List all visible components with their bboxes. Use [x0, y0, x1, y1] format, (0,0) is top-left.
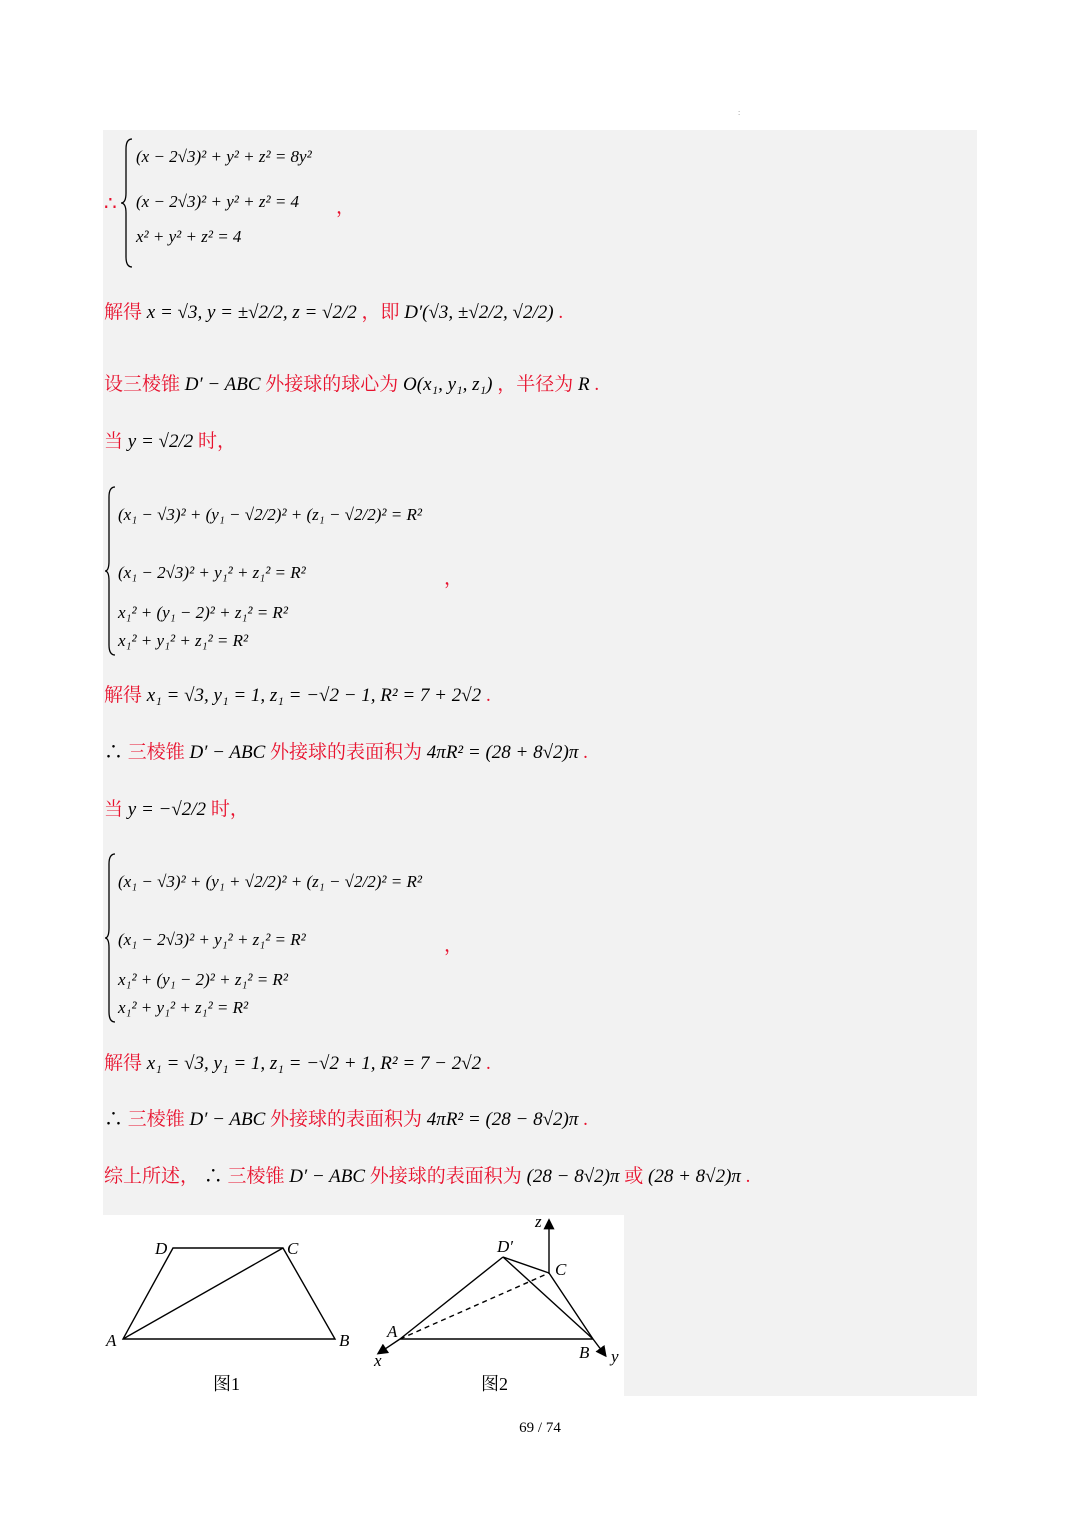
case1-equation-2: (x₁ − 2√3)² + y₁² + z₁² = R²	[118, 563, 306, 582]
fig2-axis-z: z	[535, 1215, 542, 1231]
fig1-label-C: C	[287, 1239, 299, 1258]
page-number: 69 / 74	[519, 1420, 561, 1436]
fig2-caption: 图2	[481, 1374, 508, 1394]
case2-heading: 当 y = −√2/2 时，	[104, 799, 249, 820]
equation-system-1	[104, 135, 504, 275]
case1-comma: ，	[444, 568, 464, 589]
case1-heading: 当 y = √2/2 时，	[104, 431, 236, 452]
case1-equation-4: x₁² + y₁² + z₁² = R²	[118, 631, 249, 650]
fig2-label-A: A	[387, 1322, 398, 1341]
figure-2-tetrahedron	[379, 1221, 605, 1355]
case1-solution: 解得 x₁ = √3, y₁ = 1, z₁ = −√2 − 1, R² = 7 + 2√2 .	[104, 685, 491, 706]
case2-equation-2: (x₁ − 2√3)² + y₁² + z₁² = R²	[118, 930, 306, 949]
system1-comma: ，	[336, 197, 356, 218]
case2-equation-4: x₁² + y₁² + z₁² = R²	[118, 998, 249, 1017]
system1-equation-1: (x − 2√3)² + y² + z² = 8y²	[136, 147, 312, 166]
setup-line: 设三棱锥 D′ − ABC 外接球的球心为 O(x₁, y₁, z₁) ，半径为 R .	[104, 374, 600, 395]
case2-area: ∴ 三棱锥 D′ − ABC 外接球的表面积为 4πR² = (28 − 8√2)π .	[104, 1109, 588, 1130]
case2-equation-1: (x₁ − √3)² + (y₁ + √2/2)² + (z₁ − √2/2)² = R²	[118, 872, 422, 891]
case2-solution: 解得 x₁ = √3, y₁ = 1, z₁ = −√2 + 1, R² = 7 − 2√2 .	[104, 1053, 491, 1074]
fig1-caption: 图1	[213, 1374, 240, 1394]
therefore-symbol: ∴	[104, 193, 117, 215]
geometry-figures	[103, 1215, 624, 1396]
fig2-axis-y: y	[611, 1347, 619, 1366]
fig1-label-A: A	[106, 1331, 117, 1350]
conclusion-line: 综上所述， ∴ 三棱锥 D′ − ABC 外接球的表面积为 (28 − 8√2)π 或 (28 + 8√2)π .	[104, 1166, 751, 1187]
figure-1-trapezoid	[123, 1248, 335, 1339]
equation-system-2	[104, 485, 504, 657]
left-brace	[104, 852, 116, 1024]
fig2-label-D: D′	[497, 1237, 513, 1256]
case1-area: ∴ 三棱锥 D′ − ABC 外接球的表面积为 4πR² = (28 + 8√2)π .	[104, 742, 588, 763]
system1-equation-2: (x − 2√3)² + y² + z² = 4	[136, 192, 300, 211]
case2-comma: ，	[444, 935, 464, 956]
fig2-label-B: B	[579, 1343, 590, 1362]
solution-line-1: 解得 x = √3, y = ±√2/2, z = √2/2 ，即 D′(√3, ±√2/2, √2/2) .	[104, 302, 564, 323]
top-mark: :	[738, 108, 741, 117]
fig2-label-C: C	[555, 1260, 567, 1279]
case2-equation-3: x₁² + (y₁ − 2)² + z₁² = R²	[118, 970, 288, 989]
case1-equation-3: x₁² + (y₁ − 2)² + z₁² = R²	[118, 603, 288, 622]
figures-area	[103, 1215, 624, 1396]
fig1-label-B: B	[339, 1331, 350, 1350]
fig2-axis-x: x	[374, 1351, 382, 1370]
equation-system-3	[104, 852, 504, 1024]
left-brace	[104, 485, 116, 657]
case1-equation-1: (x₁ − √3)² + (y₁ − √2/2)² + (z₁ − √2/2)² = R²	[118, 505, 422, 524]
system1-equation-3: x² + y² + z² = 4	[136, 227, 242, 246]
fig1-label-D: D	[155, 1239, 168, 1258]
left-brace	[120, 137, 134, 269]
